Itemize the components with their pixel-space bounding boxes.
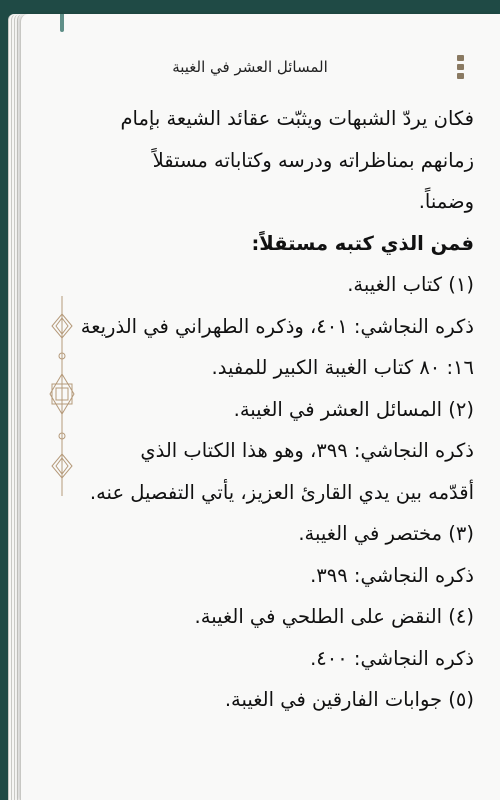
text-line: فكان يردّ الشبهات ويثبّت عقائد الشيعة بإمام — [120, 107, 474, 130]
text-line: ١٦: ٨٠ كتاب الغيبة الكبير للمفيد. — [211, 356, 474, 379]
text-line: (٢) المسائل العشر في الغيبة. — [233, 397, 474, 421]
bookmark-ribbon-icon[interactable] — [60, 14, 64, 32]
text-line: وضمناً. — [418, 190, 474, 213]
text-line: ذكره النجاشي: ٤٠٠. — [310, 646, 474, 670]
page-body-text — [40, 98, 474, 721]
section-heading: فمن الذي كتبه مستقلاً: — [251, 231, 474, 255]
text-line: ذكره النجاشي: ٣٩٩، وهو هذا الكتاب الذي — [140, 439, 474, 462]
text-line: زمانهم بمناظراته ودرسه وكتاباته مستقلاً — [152, 148, 474, 172]
text-line: (٣) مختصر في الغيبة. — [298, 522, 474, 545]
text-line: (٥) جوابات الفارقين في الغيبة. — [224, 688, 474, 711]
text-line: (٤) النقض على الطلحي في الغيبة. — [194, 605, 474, 628]
text-line: أقدّمه بين يدي القارئ العزيز، يأتي التفصيل عنه. — [89, 480, 474, 504]
running-header: المسائل العشر في الغيبة — [172, 58, 328, 76]
kebab-menu-icon[interactable] — [456, 55, 464, 79]
text-line: ذكره النجاشي: ٣٩٩. — [310, 563, 474, 587]
text-line: ذكره النجاشي: ٤٠١، وذكره الطهراني في الذريعة — [80, 314, 474, 338]
text-line: (١) كتاب الغيبة. — [347, 273, 474, 296]
